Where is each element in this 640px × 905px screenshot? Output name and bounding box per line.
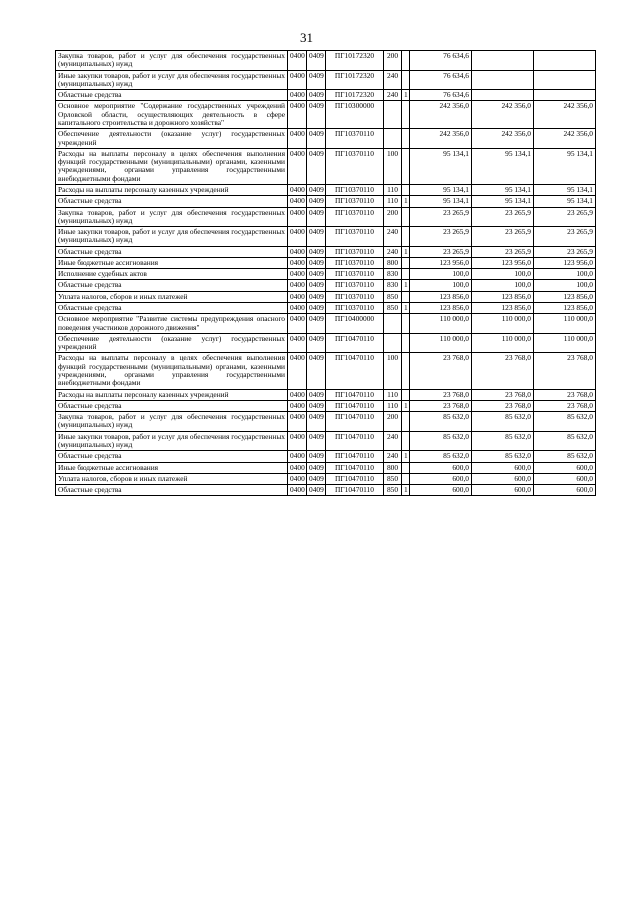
cell-grbs-code: 0400	[288, 314, 307, 334]
cell-grbs-code: 0400	[288, 51, 307, 71]
cell-target-article: ПГ10370110	[326, 196, 384, 207]
cell-amount-3: 600,0	[534, 485, 596, 496]
cell-expense-type: 830	[384, 280, 402, 291]
cell-amount-3: 110 000,0	[534, 333, 596, 353]
cell-amount-3	[534, 51, 596, 71]
cell-amount-1: 23 265,9	[410, 227, 472, 247]
cell-section-code: 0409	[307, 353, 326, 389]
cell-source-flag	[402, 314, 410, 334]
cell-target-article: ПГ10470110	[326, 400, 384, 411]
cell-source-flag: 1	[402, 400, 410, 411]
cell-expense-type: 110	[384, 196, 402, 207]
cell-section-code: 0409	[307, 462, 326, 473]
table-row	[56, 269, 596, 280]
cell-name: Расходы на выплаты персоналу казенных учреждений	[56, 389, 288, 400]
cell-amount-2: 85 632,0	[472, 431, 534, 451]
cell-expense-type: 100	[384, 148, 402, 184]
cell-grbs-code: 0400	[288, 257, 307, 268]
cell-name: Расходы на выплаты персоналу в целях обеспечения выполнения функций государственными (муниципальными) органами, казенными учреждениями, органами управления государственными внебюджетными фондами	[56, 148, 288, 184]
cell-amount-3: 110 000,0	[534, 314, 596, 334]
cell-expense-type: 800	[384, 257, 402, 268]
table-row	[56, 101, 596, 129]
table-row	[56, 196, 596, 207]
cell-section-code: 0409	[307, 184, 326, 195]
cell-grbs-code: 0400	[288, 333, 307, 353]
cell-amount-2: 85 632,0	[472, 451, 534, 462]
cell-name: Расходы на выплаты персоналу казенных учреждений	[56, 184, 288, 195]
cell-source-flag: 1	[402, 196, 410, 207]
table-row	[56, 90, 596, 101]
cell-expense-type: 100	[384, 353, 402, 389]
cell-grbs-code: 0400	[288, 303, 307, 314]
cell-amount-3: 95 134,1	[534, 148, 596, 184]
cell-source-flag	[402, 269, 410, 280]
cell-target-article: ПГ10470110	[326, 473, 384, 484]
cell-grbs-code: 0400	[288, 70, 307, 90]
cell-amount-3: 23 768,0	[534, 400, 596, 411]
cell-name: Областные средства	[56, 451, 288, 462]
cell-section-code: 0409	[307, 227, 326, 247]
cell-amount-3: 85 632,0	[534, 451, 596, 462]
cell-section-code: 0409	[307, 51, 326, 71]
cell-grbs-code: 0400	[288, 389, 307, 400]
cell-source-flag	[402, 333, 410, 353]
table-row	[56, 473, 596, 484]
cell-amount-3: 100,0	[534, 280, 596, 291]
cell-source-flag	[402, 353, 410, 389]
cell-expense-type: 240	[384, 451, 402, 462]
cell-section-code: 0409	[307, 196, 326, 207]
cell-section-code: 0409	[307, 333, 326, 353]
cell-target-article: ПГ10470110	[326, 333, 384, 353]
cell-name: Закупка товаров, работ и услуг для обеспечения государственных (муниципальных) нужд	[56, 51, 288, 71]
table-row	[56, 431, 596, 451]
cell-amount-2: 110 000,0	[472, 314, 534, 334]
cell-amount-2: 600,0	[472, 485, 534, 496]
cell-section-code: 0409	[307, 400, 326, 411]
cell-amount-1: 23 265,9	[410, 207, 472, 227]
cell-grbs-code: 0400	[288, 473, 307, 484]
cell-amount-2: 23 768,0	[472, 353, 534, 389]
cell-target-article: ПГ10370110	[326, 257, 384, 268]
cell-grbs-code: 0400	[288, 196, 307, 207]
cell-amount-3: 23 768,0	[534, 389, 596, 400]
cell-grbs-code: 0400	[288, 462, 307, 473]
table-row	[56, 462, 596, 473]
cell-name: Иные закупки товаров, работ и услуг для обеспечения государственных (муниципальных) нужд	[56, 70, 288, 90]
cell-source-flag	[402, 101, 410, 129]
cell-expense-type: 240	[384, 246, 402, 257]
cell-expense-type: 110	[384, 389, 402, 400]
table-row	[56, 303, 596, 314]
cell-target-article: ПГ10370110	[326, 184, 384, 195]
cell-source-flag	[402, 70, 410, 90]
cell-section-code: 0409	[307, 101, 326, 129]
cell-expense-type	[384, 333, 402, 353]
cell-amount-1: 95 134,1	[410, 184, 472, 195]
cell-grbs-code: 0400	[288, 412, 307, 432]
cell-amount-3: 23 265,9	[534, 227, 596, 247]
cell-expense-type: 110	[384, 400, 402, 411]
cell-amount-3: 600,0	[534, 473, 596, 484]
cell-target-article: ПГ10400000	[326, 314, 384, 334]
table-row	[56, 291, 596, 302]
cell-source-flag: 1	[402, 246, 410, 257]
cell-amount-2: 242 356,0	[472, 101, 534, 129]
table-row	[56, 227, 596, 247]
cell-section-code: 0409	[307, 129, 326, 149]
table-row	[56, 129, 596, 149]
cell-amount-1: 23 265,9	[410, 246, 472, 257]
cell-amount-1: 85 632,0	[410, 431, 472, 451]
cell-grbs-code: 0400	[288, 207, 307, 227]
table-row	[56, 485, 596, 496]
table-row	[56, 389, 596, 400]
cell-amount-1: 110 000,0	[410, 314, 472, 334]
cell-name: Иные бюджетные ассигнования	[56, 257, 288, 268]
cell-amount-3: 85 632,0	[534, 431, 596, 451]
table-row	[56, 353, 596, 389]
table-row	[56, 246, 596, 257]
cell-target-article: ПГ10370110	[326, 207, 384, 227]
cell-amount-2: 123 856,0	[472, 303, 534, 314]
cell-source-flag	[402, 257, 410, 268]
cell-source-flag: 1	[402, 90, 410, 101]
cell-section-code: 0409	[307, 280, 326, 291]
cell-amount-1: 123 956,0	[410, 257, 472, 268]
cell-grbs-code: 0400	[288, 227, 307, 247]
cell-grbs-code: 0400	[288, 246, 307, 257]
cell-name: Иные закупки товаров, работ и услуг для обеспечения государственных (муниципальных) нужд	[56, 431, 288, 451]
cell-grbs-code: 0400	[288, 101, 307, 129]
cell-section-code: 0409	[307, 314, 326, 334]
cell-source-flag	[402, 227, 410, 247]
cell-amount-1: 600,0	[410, 473, 472, 484]
table-row	[56, 412, 596, 432]
cell-expense-type: 830	[384, 269, 402, 280]
cell-grbs-code: 0400	[288, 90, 307, 101]
cell-name: Закупка товаров, работ и услуг для обеспечения государственных (муниципальных) нужд	[56, 207, 288, 227]
cell-amount-3	[534, 90, 596, 101]
cell-amount-1: 600,0	[410, 462, 472, 473]
cell-amount-2: 23 768,0	[472, 389, 534, 400]
cell-section-code: 0409	[307, 291, 326, 302]
table-row	[56, 257, 596, 268]
cell-name: Закупка товаров, работ и услуг для обеспечения государственных (муниципальных) нужд	[56, 412, 288, 432]
cell-target-article: ПГ10370110	[326, 269, 384, 280]
cell-section-code: 0409	[307, 485, 326, 496]
cell-source-flag	[402, 473, 410, 484]
cell-amount-2	[472, 51, 534, 71]
cell-name: Исполнение судебных актов	[56, 269, 288, 280]
budget-table	[55, 50, 596, 496]
cell-amount-1: 76 634,6	[410, 51, 472, 71]
cell-section-code: 0409	[307, 70, 326, 90]
cell-section-code: 0409	[307, 90, 326, 101]
cell-section-code: 0409	[307, 412, 326, 432]
table-row	[56, 451, 596, 462]
cell-section-code: 0409	[307, 246, 326, 257]
cell-name: Обеспечение деятельности (оказание услуг) государственных учреждений	[56, 129, 288, 149]
cell-source-flag: 1	[402, 280, 410, 291]
cell-amount-3: 600,0	[534, 462, 596, 473]
cell-grbs-code: 0400	[288, 431, 307, 451]
cell-amount-2: 600,0	[472, 462, 534, 473]
cell-amount-3: 100,0	[534, 269, 596, 280]
cell-amount-2: 242 356,0	[472, 129, 534, 149]
cell-amount-1: 100,0	[410, 280, 472, 291]
cell-target-article: ПГ10370110	[326, 129, 384, 149]
cell-expense-type: 850	[384, 485, 402, 496]
cell-amount-1: 76 634,6	[410, 70, 472, 90]
cell-amount-2: 600,0	[472, 473, 534, 484]
cell-name: Областные средства	[56, 400, 288, 411]
cell-expense-type	[384, 101, 402, 129]
cell-amount-3: 23 265,9	[534, 246, 596, 257]
table-row	[56, 400, 596, 411]
cell-source-flag	[402, 462, 410, 473]
cell-target-article: ПГ10470110	[326, 389, 384, 400]
cell-source-flag	[402, 184, 410, 195]
cell-target-article: ПГ10470110	[326, 485, 384, 496]
cell-grbs-code: 0400	[288, 269, 307, 280]
cell-amount-3: 95 134,1	[534, 184, 596, 195]
cell-name: Иные закупки товаров, работ и услуг для обеспечения государственных (муниципальных) нужд	[56, 227, 288, 247]
cell-target-article: ПГ10370110	[326, 227, 384, 247]
cell-amount-1: 23 768,0	[410, 389, 472, 400]
cell-name: Областные средства	[56, 485, 288, 496]
cell-target-article: ПГ10370110	[326, 303, 384, 314]
cell-expense-type: 240	[384, 431, 402, 451]
cell-amount-2: 123 956,0	[472, 257, 534, 268]
cell-name: Уплата налогов, сборов и иных платежей	[56, 473, 288, 484]
cell-amount-3: 95 134,1	[534, 196, 596, 207]
cell-expense-type: 850	[384, 303, 402, 314]
cell-expense-type: 110	[384, 184, 402, 195]
cell-grbs-code: 0400	[288, 353, 307, 389]
cell-expense-type: 850	[384, 291, 402, 302]
cell-section-code: 0409	[307, 389, 326, 400]
cell-source-flag	[402, 431, 410, 451]
cell-expense-type: 240	[384, 70, 402, 90]
cell-amount-1: 242 356,0	[410, 129, 472, 149]
cell-amount-1: 85 632,0	[410, 412, 472, 432]
cell-amount-1: 23 768,0	[410, 400, 472, 411]
cell-grbs-code: 0400	[288, 451, 307, 462]
cell-target-article: ПГ10370110	[326, 246, 384, 257]
table-row	[56, 333, 596, 353]
budget-table-body	[56, 51, 596, 496]
cell-expense-type: 240	[384, 90, 402, 101]
cell-amount-2: 100,0	[472, 269, 534, 280]
cell-name: Областные средства	[56, 90, 288, 101]
cell-amount-3: 23 265,9	[534, 207, 596, 227]
cell-expense-type: 200	[384, 207, 402, 227]
cell-name: Расходы на выплаты персоналу в целях обеспечения выполнения функций государственными (муниципальными) органами, казенными учреждениями, органами управления государственными внебюджетными фондами	[56, 353, 288, 389]
cell-amount-1: 95 134,1	[410, 196, 472, 207]
cell-amount-1: 600,0	[410, 485, 472, 496]
cell-amount-1: 110 000,0	[410, 333, 472, 353]
cell-amount-2: 85 632,0	[472, 412, 534, 432]
cell-amount-2: 100,0	[472, 280, 534, 291]
cell-section-code: 0409	[307, 431, 326, 451]
cell-grbs-code: 0400	[288, 280, 307, 291]
cell-source-flag	[402, 291, 410, 302]
table-row	[56, 184, 596, 195]
cell-target-article: ПГ10370110	[326, 148, 384, 184]
cell-source-flag	[402, 412, 410, 432]
cell-expense-type: 850	[384, 473, 402, 484]
cell-target-article: ПГ10172320	[326, 51, 384, 71]
cell-amount-2: 23 265,9	[472, 246, 534, 257]
cell-target-article: ПГ10470110	[326, 412, 384, 432]
cell-source-flag	[402, 51, 410, 71]
cell-target-article: ПГ10470110	[326, 431, 384, 451]
cell-source-flag: 1	[402, 451, 410, 462]
cell-target-article: ПГ10370110	[326, 280, 384, 291]
cell-grbs-code: 0400	[288, 291, 307, 302]
table-row	[56, 70, 596, 90]
cell-amount-2: 110 000,0	[472, 333, 534, 353]
cell-source-flag	[402, 148, 410, 184]
table-row	[56, 51, 596, 71]
cell-expense-type	[384, 314, 402, 334]
cell-target-article: ПГ10370110	[326, 291, 384, 302]
cell-name: Областные средства	[56, 246, 288, 257]
cell-amount-1: 123 856,0	[410, 291, 472, 302]
cell-grbs-code: 0400	[288, 485, 307, 496]
cell-amount-3: 85 632,0	[534, 412, 596, 432]
cell-amount-1: 85 632,0	[410, 451, 472, 462]
budget-table-container	[55, 50, 595, 496]
cell-amount-3: 123 856,0	[534, 291, 596, 302]
cell-source-flag	[402, 389, 410, 400]
cell-amount-1: 76 634,6	[410, 90, 472, 101]
cell-amount-3: 242 356,0	[534, 101, 596, 129]
cell-amount-1: 95 134,1	[410, 148, 472, 184]
cell-amount-3: 23 768,0	[534, 353, 596, 389]
cell-name: Областные средства	[56, 303, 288, 314]
cell-source-flag	[402, 129, 410, 149]
cell-name: Основное мероприятие "Развитие системы предупреждения опасного поведения участников дорожного движения"	[56, 314, 288, 334]
cell-amount-2	[472, 70, 534, 90]
cell-section-code: 0409	[307, 148, 326, 184]
cell-amount-2: 123 856,0	[472, 291, 534, 302]
cell-amount-3	[534, 70, 596, 90]
cell-section-code: 0409	[307, 451, 326, 462]
cell-name: Уплата налогов, сборов и иных платежей	[56, 291, 288, 302]
cell-amount-2: 95 134,1	[472, 148, 534, 184]
cell-amount-2: 95 134,1	[472, 184, 534, 195]
table-row	[56, 148, 596, 184]
cell-name: Областные средства	[56, 280, 288, 291]
cell-source-flag	[402, 207, 410, 227]
cell-name: Иные бюджетные ассигнования	[56, 462, 288, 473]
cell-grbs-code: 0400	[288, 400, 307, 411]
cell-target-article: ПГ10470110	[326, 451, 384, 462]
cell-section-code: 0409	[307, 303, 326, 314]
cell-amount-2	[472, 90, 534, 101]
cell-section-code: 0409	[307, 269, 326, 280]
cell-name: Основное мероприятие "Содержание государственных учреждений Орловской области, осуществляющих деятельность в сфере капитального строительства и дорожного хозяйства"	[56, 101, 288, 129]
cell-expense-type: 200	[384, 412, 402, 432]
cell-grbs-code: 0400	[288, 184, 307, 195]
cell-name: Обеспечение деятельности (оказание услуг) государственных учреждений	[56, 333, 288, 353]
cell-name: Областные средства	[56, 196, 288, 207]
cell-amount-1: 23 768,0	[410, 353, 472, 389]
cell-section-code: 0409	[307, 257, 326, 268]
cell-section-code: 0409	[307, 207, 326, 227]
table-row	[56, 207, 596, 227]
cell-grbs-code: 0400	[288, 129, 307, 149]
cell-expense-type: 200	[384, 51, 402, 71]
page-number: 31	[300, 30, 313, 45]
cell-amount-2: 23 265,9	[472, 227, 534, 247]
cell-amount-1: 100,0	[410, 269, 472, 280]
cell-amount-2: 23 768,0	[472, 400, 534, 411]
cell-amount-3: 123 956,0	[534, 257, 596, 268]
cell-amount-3: 242 356,0	[534, 129, 596, 149]
cell-amount-1: 242 356,0	[410, 101, 472, 129]
cell-amount-1: 123 856,0	[410, 303, 472, 314]
cell-target-article: ПГ10470110	[326, 353, 384, 389]
cell-target-article: ПГ10300000	[326, 101, 384, 129]
cell-target-article: ПГ10470110	[326, 462, 384, 473]
cell-amount-2: 95 134,1	[472, 196, 534, 207]
cell-grbs-code: 0400	[288, 148, 307, 184]
cell-expense-type: 800	[384, 462, 402, 473]
cell-amount-3: 123 856,0	[534, 303, 596, 314]
cell-section-code: 0409	[307, 473, 326, 484]
cell-expense-type	[384, 129, 402, 149]
cell-target-article: ПГ10172320	[326, 90, 384, 101]
cell-amount-2: 23 265,9	[472, 207, 534, 227]
cell-expense-type: 240	[384, 227, 402, 247]
cell-target-article: ПГ10172320	[326, 70, 384, 90]
table-row	[56, 280, 596, 291]
cell-source-flag: 1	[402, 485, 410, 496]
table-row	[56, 314, 596, 334]
cell-source-flag: 1	[402, 303, 410, 314]
